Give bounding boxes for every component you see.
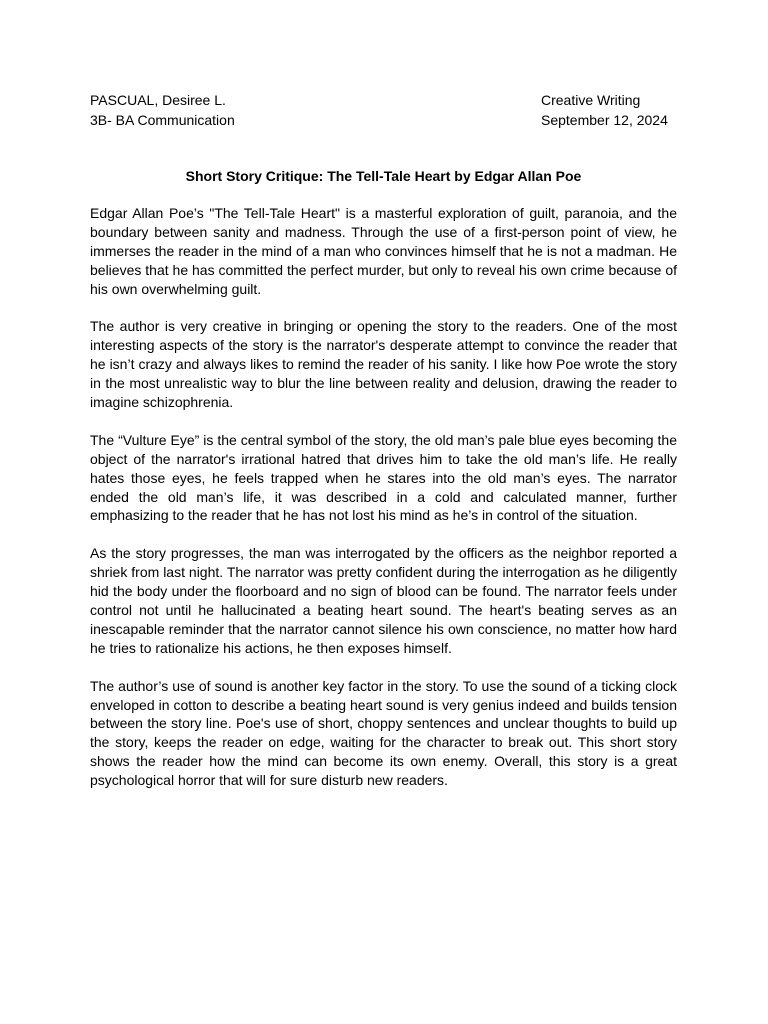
- header-row-1: [90, 91, 677, 111]
- header-row-2: [90, 111, 677, 131]
- body-paragraph-5: The author’s use of sound is another key factor in the story. To use the sound of a ticking clock enveloped in cotton to describe a beating heart sound is very genius indeed and builds tension between the story line. Poe's use of short, choppy sentences and unclear thoughts to build up the story, keeps the reader on edge, waiting for the character to break out. This short story shows the reader how the mind can become its own enemy. Overall, this story is a great psychological horror that will for sure disturb new readers.: [90, 677, 677, 789]
- student-section: 3B- BA Communication: [90, 111, 235, 128]
- document-date: September 12, 2024: [541, 111, 668, 128]
- document-title: Short Story Critique: The Tell-Tale Heart by Edgar Allan Poe: [185, 168, 582, 184]
- document-header: [90, 91, 677, 130]
- student-name: PASCUAL, Desiree L.: [90, 92, 226, 108]
- course-name: Creative Writing: [541, 92, 641, 108]
- document-body: [90, 204, 677, 809]
- body-paragraph-4: As the story progresses, the man was interrogated by the officers as the neighbor reported a shriek from last night. The narrator was pretty confident during the interrogation as he diligently hid the body under the floorboard and no sign of blood can be found. The narrator feels under control not until he hallucinated a beating heart sound. The heart's beating serves as an inescapable reminder that the narrator cannot silence his own conscience, no matter how hard he tries to rationalize his actions, he then exposes himself.: [90, 545, 677, 656]
- body-paragraph-1: Edgar Allan Poe’s "The Tell-Tale Heart" is a masterful exploration of guilt, paranoia, and the boundary between sanity and madness. Through the use of a first-person point of view, he immerses the reader in the mind of a man who convinces himself that he is not a madman. He believes that he has committed the perfect murder, but only to reveal his own crime because of his own overwhelming guilt.: [90, 205, 677, 297]
- body-paragraph-3: The “Vulture Eye” is the central symbol of the story, the old man’s pale blue eyes becoming the object of the narrator's irrational hatred that drives him to take the old man’s life. He really hates those eyes, he feels trapped when he stares into the old man’s eyes. The narrator ended the old man’s life, it was described in a cold and calculated manner, further emphasizing to the reader that he has not lost his mind as he’s in control of the situation.: [90, 431, 677, 524]
- body-paragraph-2: The author is very creative in bringing or opening the story to the readers. One of the most interesting aspects of the story is the narrator's desperate attempt to convince the reader that he isn’t crazy and always likes to remind the reader of his sanity. I like how Poe wrote the story in the most unrealistic way to blur the line between reality and delusion, drawing the reader to imagine schizophrenia.: [90, 318, 677, 411]
